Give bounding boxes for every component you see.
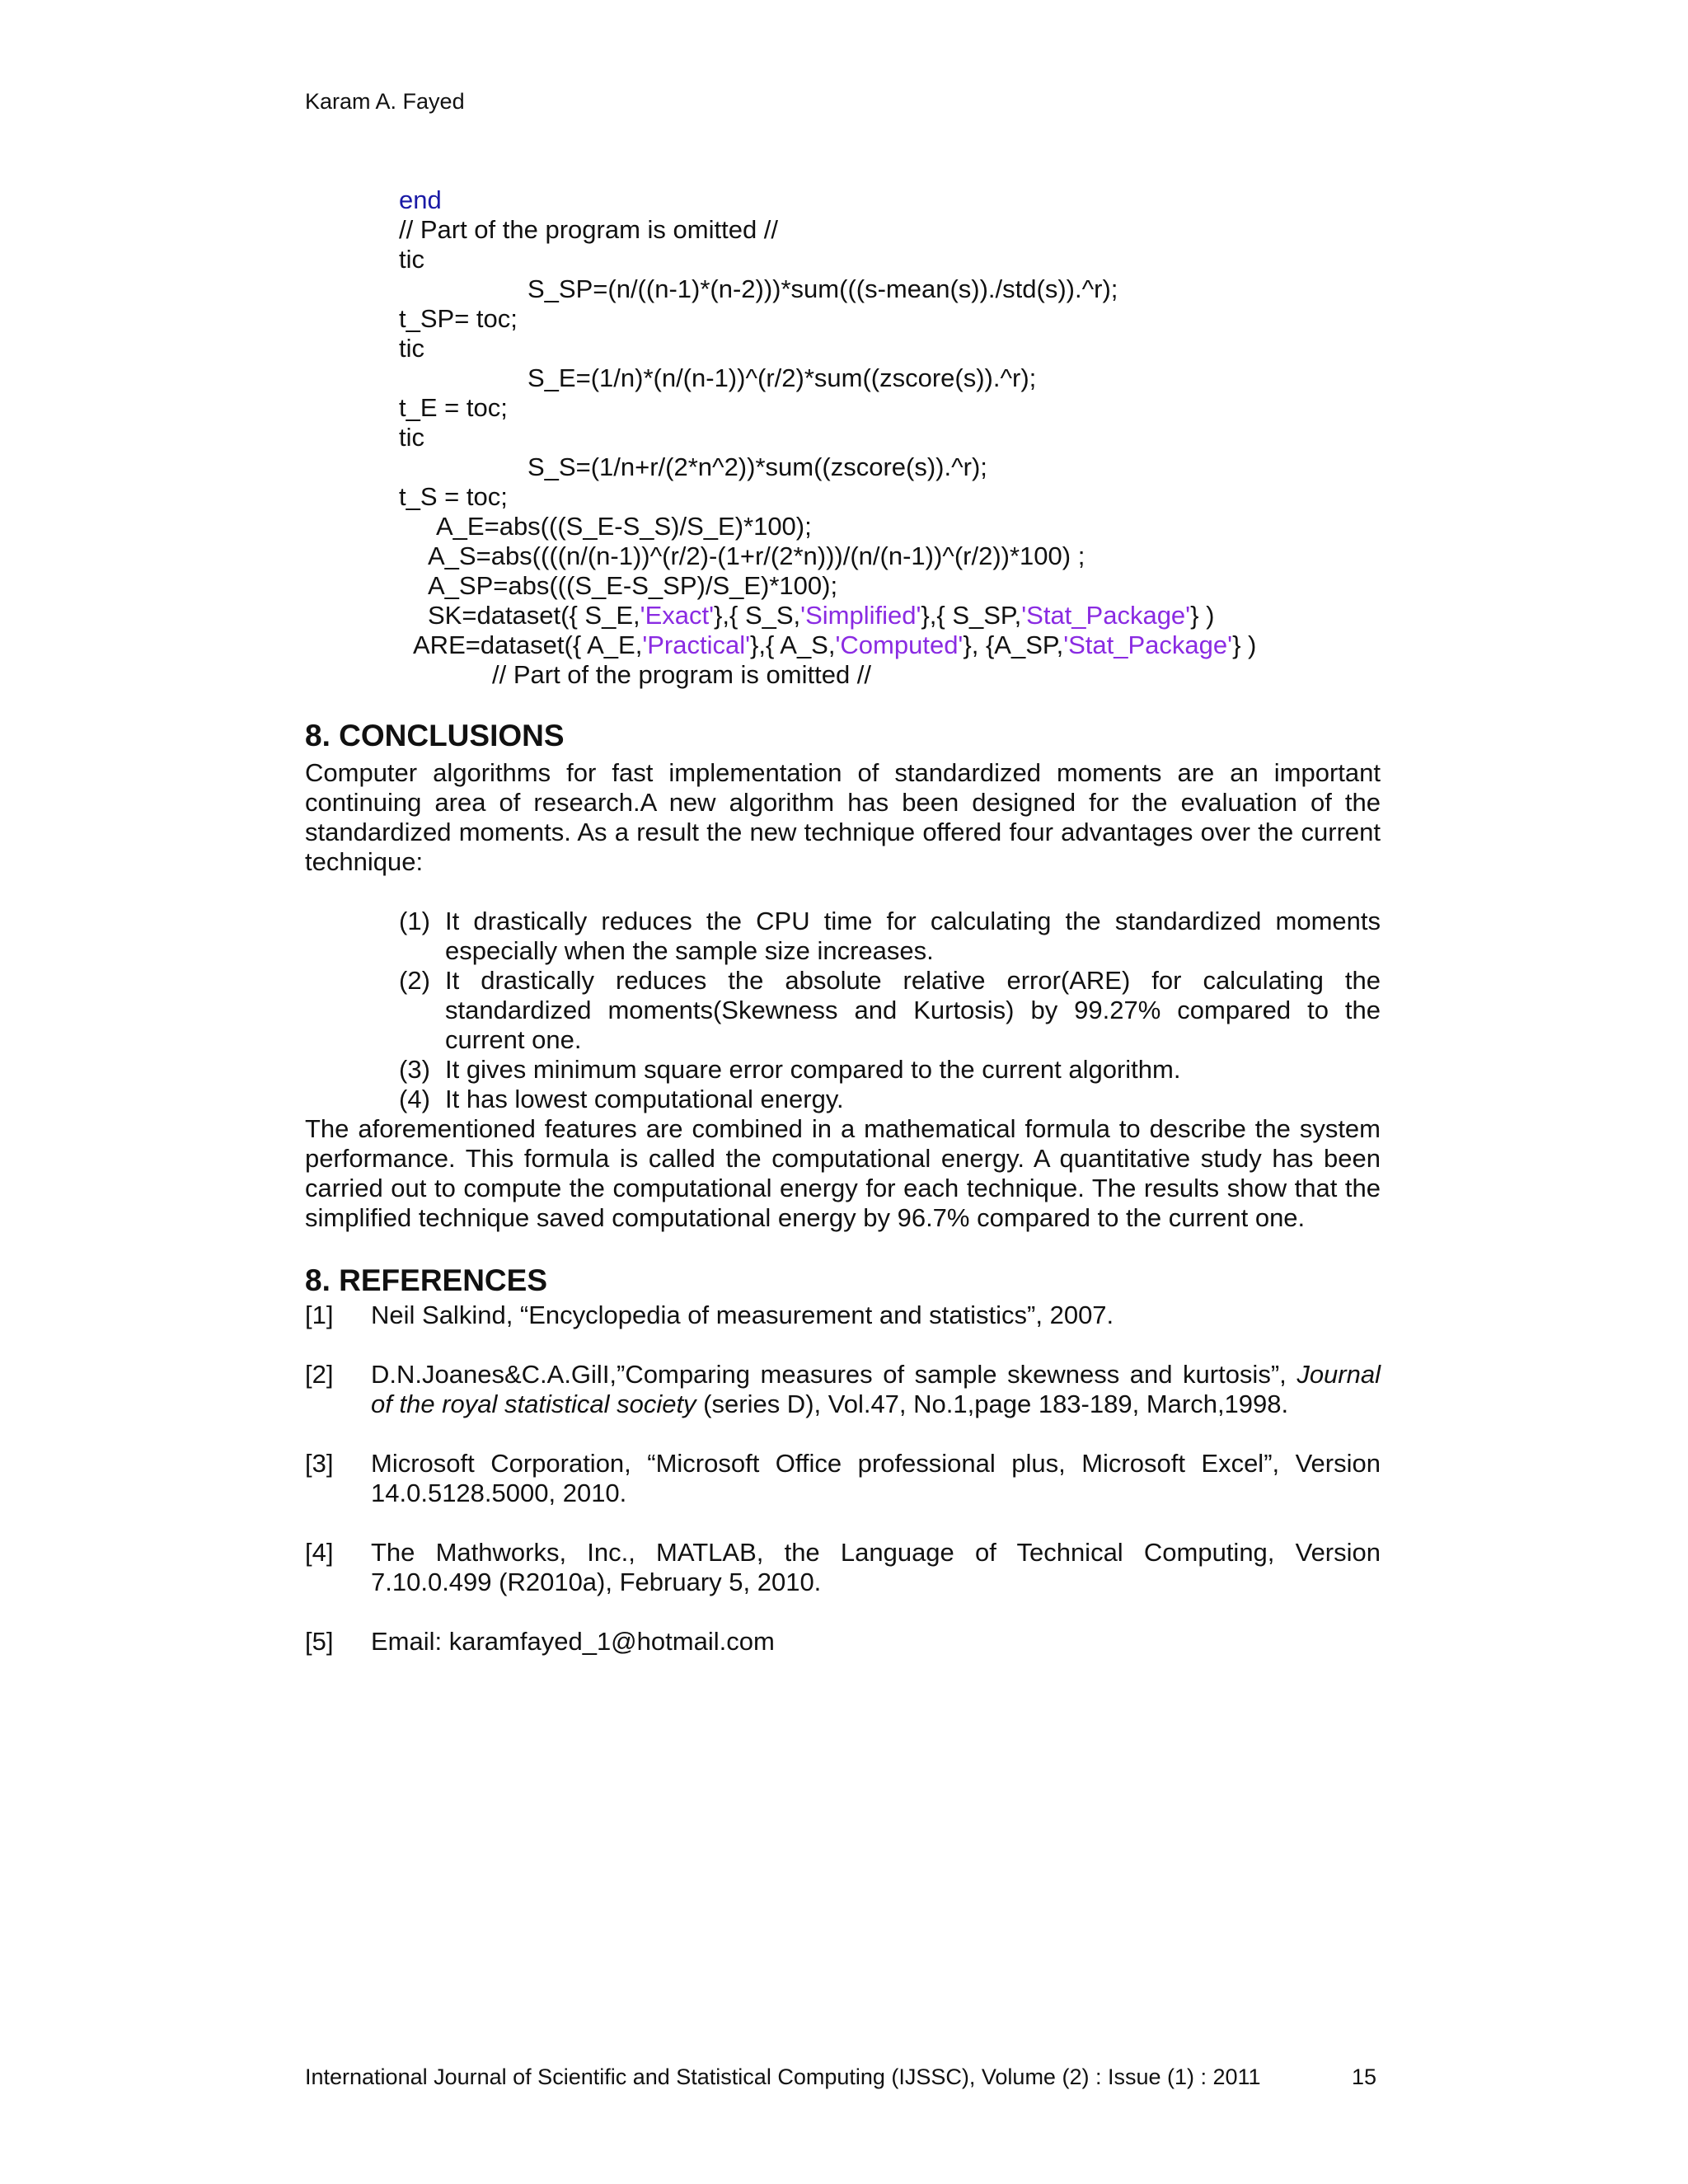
list-item-text: It drastically reduces the absolute relative error(ARE) for calculating the standardized moments(Skewness and Kurtosis) by 99.27% compared to the current one. xyxy=(445,966,1381,1054)
code-string-literal: 'Simplified' xyxy=(800,601,921,630)
code-string-literal: 'Exact' xyxy=(640,601,715,630)
code-line-are-dataset xyxy=(413,630,1256,660)
reference-number: [5] xyxy=(305,1627,334,1656)
code-line-a-sp: A_SP=abs(((S_E-S_SP)/S_E)*100); xyxy=(428,571,838,600)
reference-number: [3] xyxy=(305,1449,334,1478)
reference-email: Email: karamfayed_1@hotmail.com xyxy=(371,1627,775,1656)
code-comment-omitted: // Part of the program is omitted // xyxy=(399,215,779,244)
code-comment-omitted: // Part of the program is omitted // xyxy=(492,660,872,689)
code-string-literal: 'Practical' xyxy=(642,630,751,659)
code-string-literal: 'Stat_Package' xyxy=(1021,601,1191,630)
section-heading-references: 8. REFERENCES xyxy=(305,1263,548,1297)
code-line-t-s: t_S = toc; xyxy=(399,482,508,511)
reference-authors-title: D.N.Joanes&C.A.GilI,”Comparing measures of sample skewness and kurtosis”, xyxy=(371,1360,1297,1389)
conclusions-closing-paragraph: The aforementioned features are combined in a mathematical formula to describe the system performance. This formula is called the computational energy. A quantitative study has been carried out to compute the computational energy for each technique. The results show that the simplified technique saved computational energy by 96.7% compared to the current one. xyxy=(305,1114,1381,1232)
list-item-text: It gives minimum square error compared to the current algorithm. xyxy=(445,1055,1181,1084)
code-text: },{ S_S, xyxy=(714,601,801,630)
code-line-a-s: A_S=abs((((n/(n-1))^(r/2)-(1+r/(2*n)))/(n/(n-1))^(r/2))*100) ; xyxy=(428,541,1085,570)
code-line-sk-dataset xyxy=(428,601,1214,630)
conclusions-intro-paragraph: Computer algorithms for fast implementation of standardized moments are an important continuing area of research.A new algorithm has been designed for the evaluation of the standardized moments. As a result the new technique offered four advantages over the current technique: xyxy=(305,758,1381,876)
reference-text: Microsoft Corporation, “Microsoft Office professional plus, Microsoft Excel”, Version 14.0.5128.5000, 2010. xyxy=(371,1449,1381,1507)
code-line-tic: tic xyxy=(399,334,424,363)
code-text: } ) xyxy=(1232,630,1257,659)
code-line-s-sp: S_SP=(n/((n-1)*(n-2)))*sum(((s-mean(s))./std(s)).^r); xyxy=(528,274,1118,303)
code-text: ARE=dataset({ A_E, xyxy=(413,630,643,659)
code-text: }, {A_SP, xyxy=(963,630,1064,659)
code-text: SK=dataset({ S_E, xyxy=(428,601,640,630)
reference-number: [2] xyxy=(305,1360,334,1389)
code-line-t-e: t_E = toc; xyxy=(399,393,508,422)
code-line-tic: tic xyxy=(399,245,424,274)
reference-journal-name: Journal of the royal statistical society xyxy=(371,1360,1381,1418)
code-string-literal: 'Stat_Package' xyxy=(1063,630,1233,659)
code-end-keyword: end xyxy=(399,185,442,214)
code-text: } ) xyxy=(1190,601,1215,630)
list-item-number: (4) xyxy=(399,1085,430,1113)
list-item-text: It has lowest computational energy. xyxy=(445,1085,844,1113)
running-header-author: Karam A. Fayed xyxy=(305,89,465,114)
list-item-number: (3) xyxy=(399,1055,430,1084)
reference-number: [4] xyxy=(305,1538,334,1567)
code-line-s-e: S_E=(1/n)*(n/(n-1))^(r/2)*sum((zscore(s)).^r); xyxy=(528,363,1037,392)
code-text: },{ A_S, xyxy=(750,630,836,659)
list-item-number: (2) xyxy=(399,966,430,995)
reference-text: The Mathworks, Inc., MATLAB, the Language of Technical Computing, Version 7.10.0.499 (R2010a), February 5, 2010. xyxy=(371,1538,1381,1596)
code-text: },{ S_SP, xyxy=(921,601,1022,630)
reference-text: Neil Salkind, “Encyclopedia of measurement and statistics”, 2007. xyxy=(371,1301,1114,1329)
list-item-number: (1) xyxy=(399,907,430,935)
list-item-text: It drastically reduces the CPU time for calculating the standardized moments especially when the sample size increases. xyxy=(445,907,1381,965)
page-number: 15 xyxy=(1352,2064,1377,2089)
code-line-tic: tic xyxy=(399,423,424,452)
code-line-a-e: A_E=abs(((S_E-S_S)/S_E)*100); xyxy=(436,512,812,541)
reference-details: (series D), Vol.47, No.1,page 183-189, March,1998. xyxy=(696,1390,1289,1418)
section-heading-conclusions: 8. CONCLUSIONS xyxy=(305,719,565,752)
code-string-literal: 'Computed' xyxy=(835,630,964,659)
code-line-t-sp: t_SP= toc; xyxy=(399,304,518,333)
reference-number: [1] xyxy=(305,1301,334,1329)
footer-journal-info: International Journal of Scientific and Statistical Computing (IJSSC), Volume (2) : Issue (1) : 2011 xyxy=(305,2064,1261,2089)
reference-text xyxy=(371,1360,1381,1419)
code-line-s-s: S_S=(1/n+r/(2*n^2))*sum((zscore(s)).^r); xyxy=(528,452,987,481)
